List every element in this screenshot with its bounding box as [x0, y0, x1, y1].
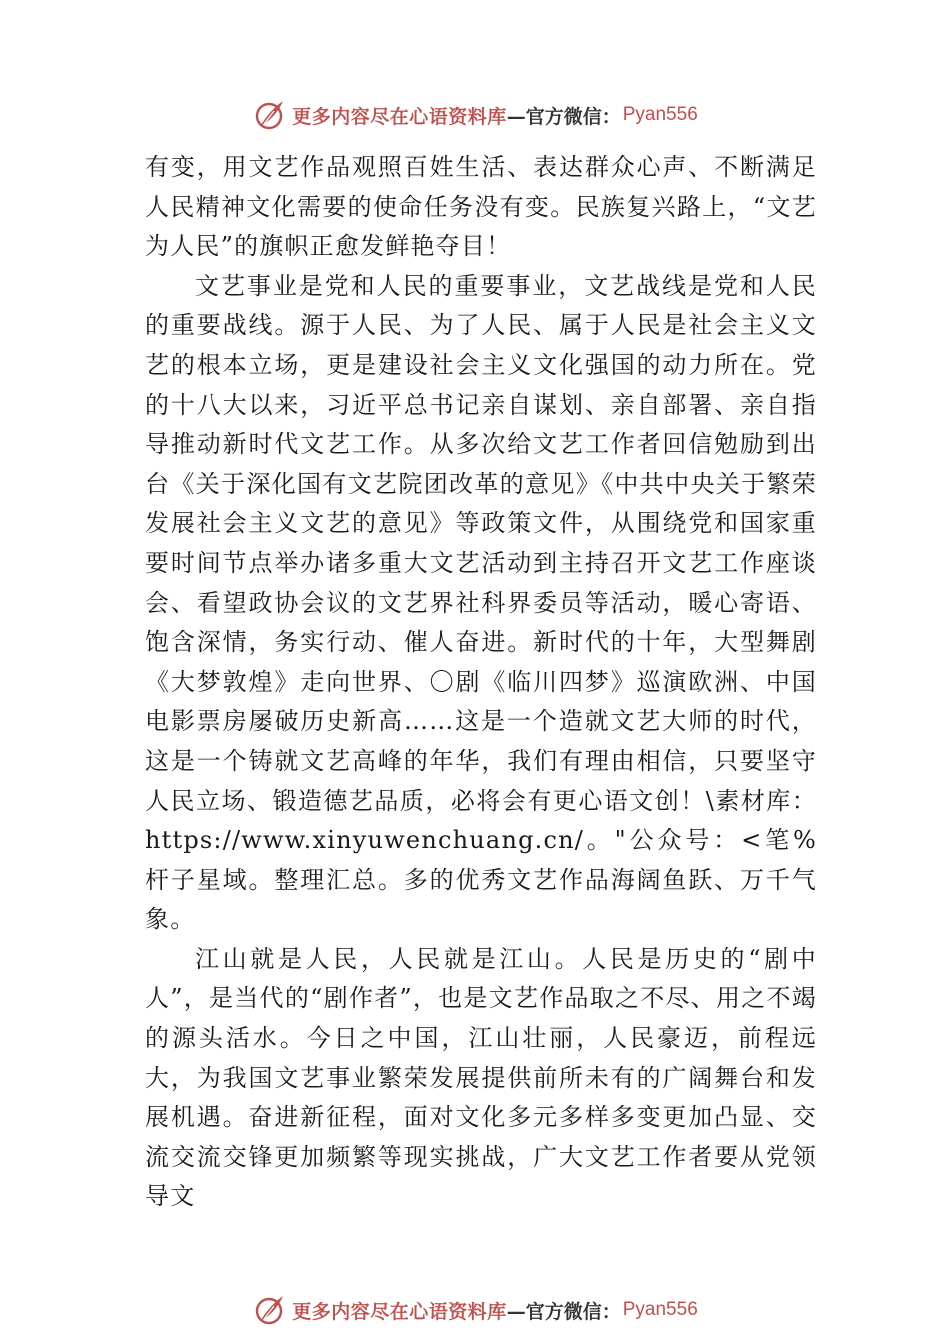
- paragraph-2: 文艺事业是党和人民的重要事业，文艺战线是党和人民的重要战线。源于人民、为了人民、属于人民是社会主义文艺的根本立场，更是建设社会主义文化强国的动力所在。党的十八大以来，习近平总书记亲自谋划、亲自部署、亲自指导推动新时代文艺工作。从多次给文艺工作者回信勉励到出台《关于深化国有文艺院团改革的意见》《中共中央关于繁荣发展社会主义文艺的意见》等政策文件，从围绕党和国家重要时间节点举办诸多重大文艺活动到主持召开文艺工作座谈会、看望政协会议的文艺界社科界委员等活动，暖心寄语、饱含深情，务实行动、催人奋进。新时代的十年，大型舞剧《大梦敦煌》走向世界、〇剧《临川四梦》巡演欧洲、中国电影票房屡破历史新高……这是一个造就文艺大师的时代，这是一个铸就文艺高峰的年华，我们有理由相信，只要坚守人民立场、锻造德艺品质，必将会有更心语文创！\素材库：https://www.xinyuwenchuang.cn/。"公众号：<笔%杆子星域。整理汇总。多的优秀文艺作品海阔鱼跃、万千气象。: [145, 271, 817, 934]
- document-body: [145, 148, 817, 1217]
- footer-wechat-handle: Pyan556: [622, 1299, 698, 1320]
- header-separator-text: —官方微信：: [506, 105, 621, 128]
- header-brand-text: 更多内容尽在心语资料库: [292, 105, 507, 128]
- footer-brand-text: 更多内容尽在心语资料库: [292, 1300, 507, 1323]
- footer-separator-text: —官方微信：: [506, 1300, 621, 1323]
- feather-pen-logo-icon: [252, 1292, 288, 1328]
- paragraph-3: 江山就是人民，人民就是江山。人民是历史的“剧中人”，是当代的“剧作者”，也是文艺作品取之不尽、用之不竭的源头活水。今日之中国，江山壮丽，人民豪迈，前程远大，为我国文艺事业繁荣发展提供前所未有的广阔舞台和发展机遇。奋进新征程，面对文化多元多样多变更加凸显、交流交流交锋更加频繁等现实挑战，广大文艺工作者要从党领导文: [145, 944, 817, 1211]
- paragraph-1: 有变，用文艺作品观照百姓生活、表达群众心声、不断满足人民精神文化需要的使命任务没有变。民族复兴路上，“文艺为人民”的旗帜正愈发鲜艳夺目！: [145, 153, 817, 261]
- header-wechat-handle: Pyan556: [622, 104, 698, 125]
- feather-pen-logo-icon: [252, 97, 288, 133]
- footer-banner: [0, 1290, 950, 1330]
- header-banner: [0, 95, 950, 135]
